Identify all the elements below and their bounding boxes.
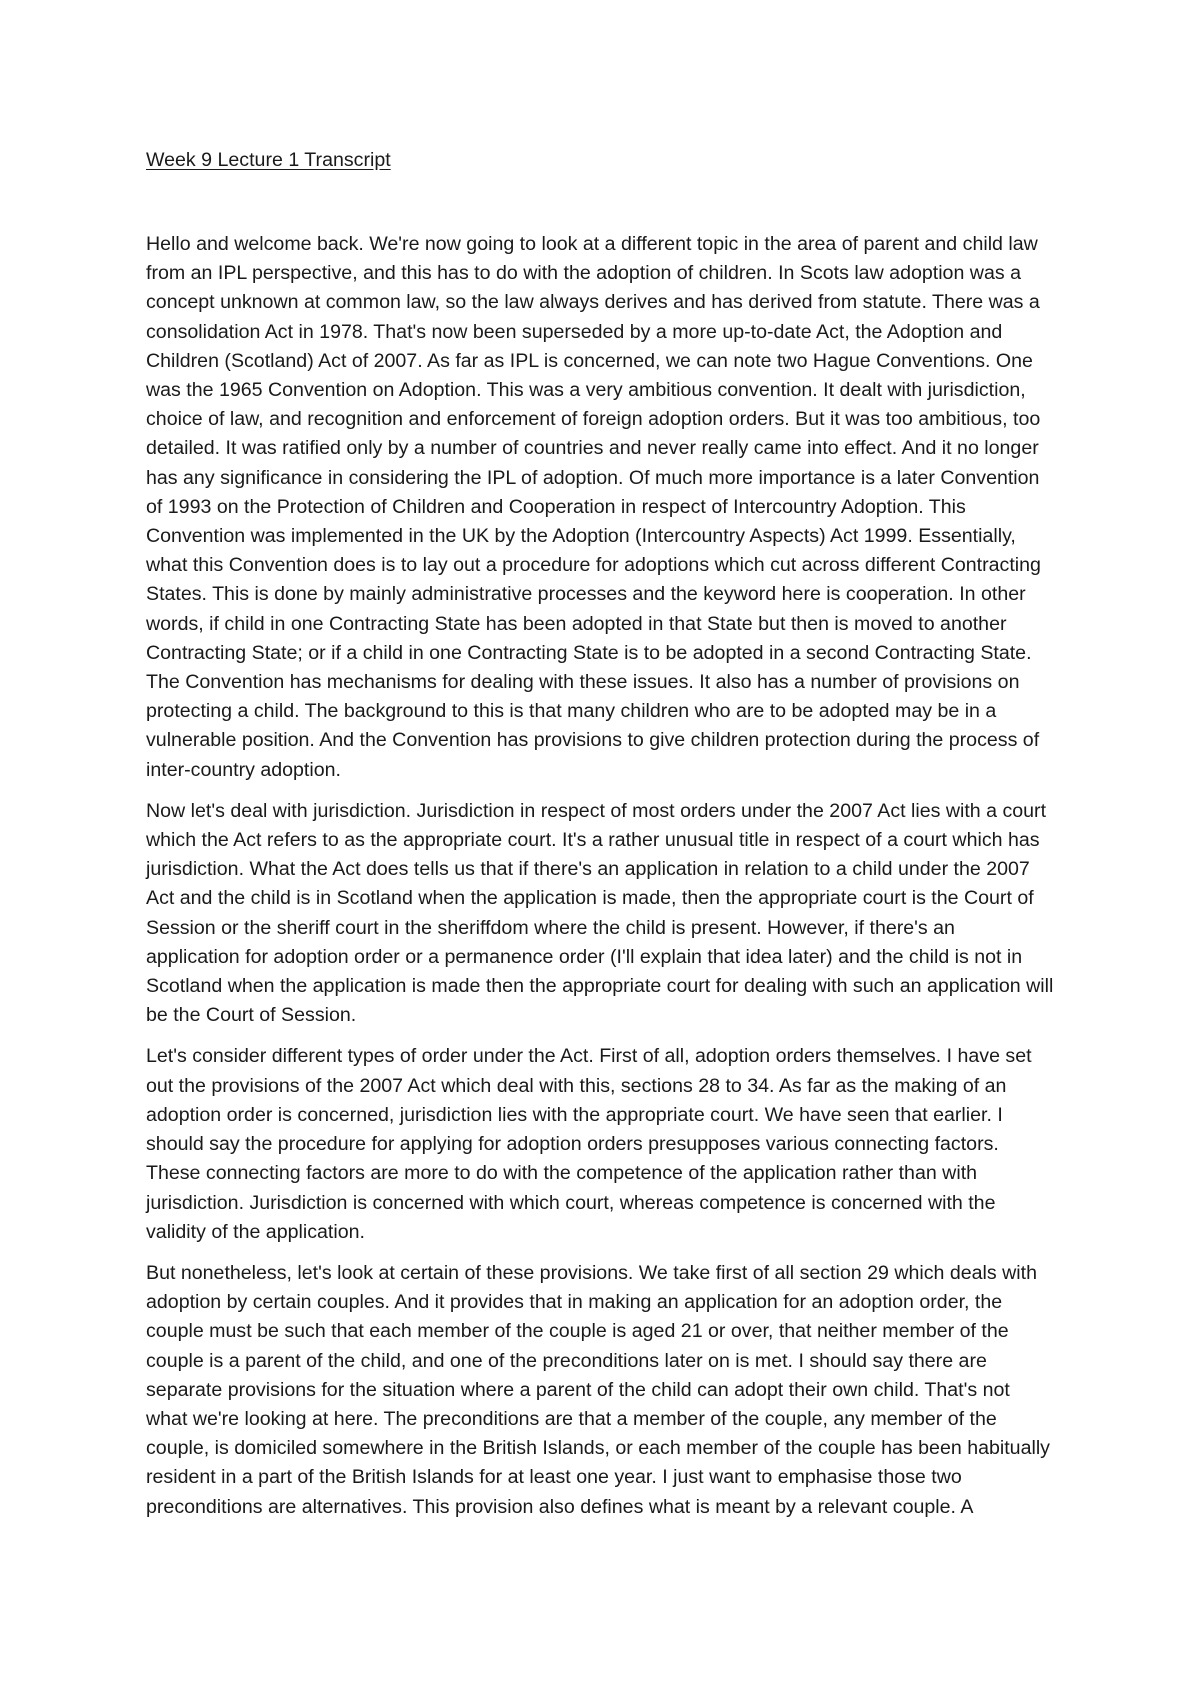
paragraph-1: Hello and welcome back. We're now going to look at a different topic in the area of parent and child law from an IPL perspective, and this has to do with the adoption of children. In Scots law adoption was a concept unknown at common law, so the law always derives and has derived from statute. There was a consolidation Act in 1978. That's now been superseded by a more up-to-date Act, the Adoption and Children (Scotland) Act of 2007. As far as IPL is concerned, we can note two Hague Conventions. One was the 1965 Convention on Adoption. This was a very ambitious convention. It dealt with jurisdiction, choice of law, and recognition and enforcement of foreign adoption orders. But it was too ambitious, too detailed. It was ratified only by a number of countries and never really came into effect. And it no longer has any significance in considering the IPL of adoption. Of much more importance is a later Convention of 1993 on the Protection of Children and Cooperation in respect of Intercountry Adoption. This Convention was implemented in the UK by the Adoption (Intercountry Aspects) Act 1999. Essentially, what this Convention does is to lay out a procedure for adoptions which cut across different Contracting States. This is done by mainly administrative processes and the keyword here is cooperation. In other words, if child in one Contracting State has been adopted in that State but then is moved to another Contracting State; or if a child in one Contracting State is to be adopted in a second Contracting State. The Convention has mechanisms for dealing with these issues. It also has a number of provisions on protecting a child. The background to this is that many children who are to be adopted may be in a vulnerable position. And the Convention has provisions to give children protection during the process of inter-country adoption. bbox=[146, 233, 1041, 781]
paragraph-3: Let's consider different types of order under the Act. First of all, adoption orders themselves. I have set out the provisions of the 2007 Act which deal with this, sections 28 to 34. As far as the making of an adoption order is concerned, jurisdiction lies with the appropriate court. We have seen that earlier. I should say the procedure for applying for adoption orders presupposes various connecting factors. These connecting factors are more to do with the competence of the application rather than with jurisdiction. Jurisdiction is concerned with which court, whereas competence is concerned with the validity of the application. bbox=[146, 1045, 1032, 1243]
document-title: Week 9 Lecture 1 Transcript bbox=[146, 149, 391, 171]
paragraph-2: Now let's deal with jurisdiction. Jurisdiction in respect of most orders under the 2007 Act lies with a court which the Act refers to as the appropriate court. It's a rather unusual title in respect of a court which has jurisdiction. What the Act does tells us that if there's an application in relation to a child under the 2007 Act and the child is in Scotland when the application is made, then the appropriate court is the Court of Session or the sheriff court in the sheriffdom where the child is present. However, if there's an application for adoption order or a permanence order (I'll explain that idea later) and the child is not in Scotland when the application is made then the appropriate court for dealing with such an application will be the Court of Session. bbox=[146, 799, 1054, 1027]
document-body bbox=[146, 146, 1054, 1534]
paragraph-4: But nonetheless, let's look at certain of these provisions. We take first of all section 29 which deals with adoption by certain couples. And it provides that in making an application for an adoption order, the couple must be such that each member of the couple is aged 21 or over, that neither member of the couple is a parent of the child, and one of the preconditions later on is met. I should say there are separate provisions for the situation where a parent of the child can adopt their own child. That's not what we're looking at here. The preconditions are that a member of the couple, any member of the couple, is domiciled somewhere in the British Islands, or each member of the couple has been habitually resident in a part of the British Islands for at least one year. I just want to emphasise those two preconditions are alternatives. This provision also defines what is meant by a relevant couple. A bbox=[146, 1261, 1050, 1518]
